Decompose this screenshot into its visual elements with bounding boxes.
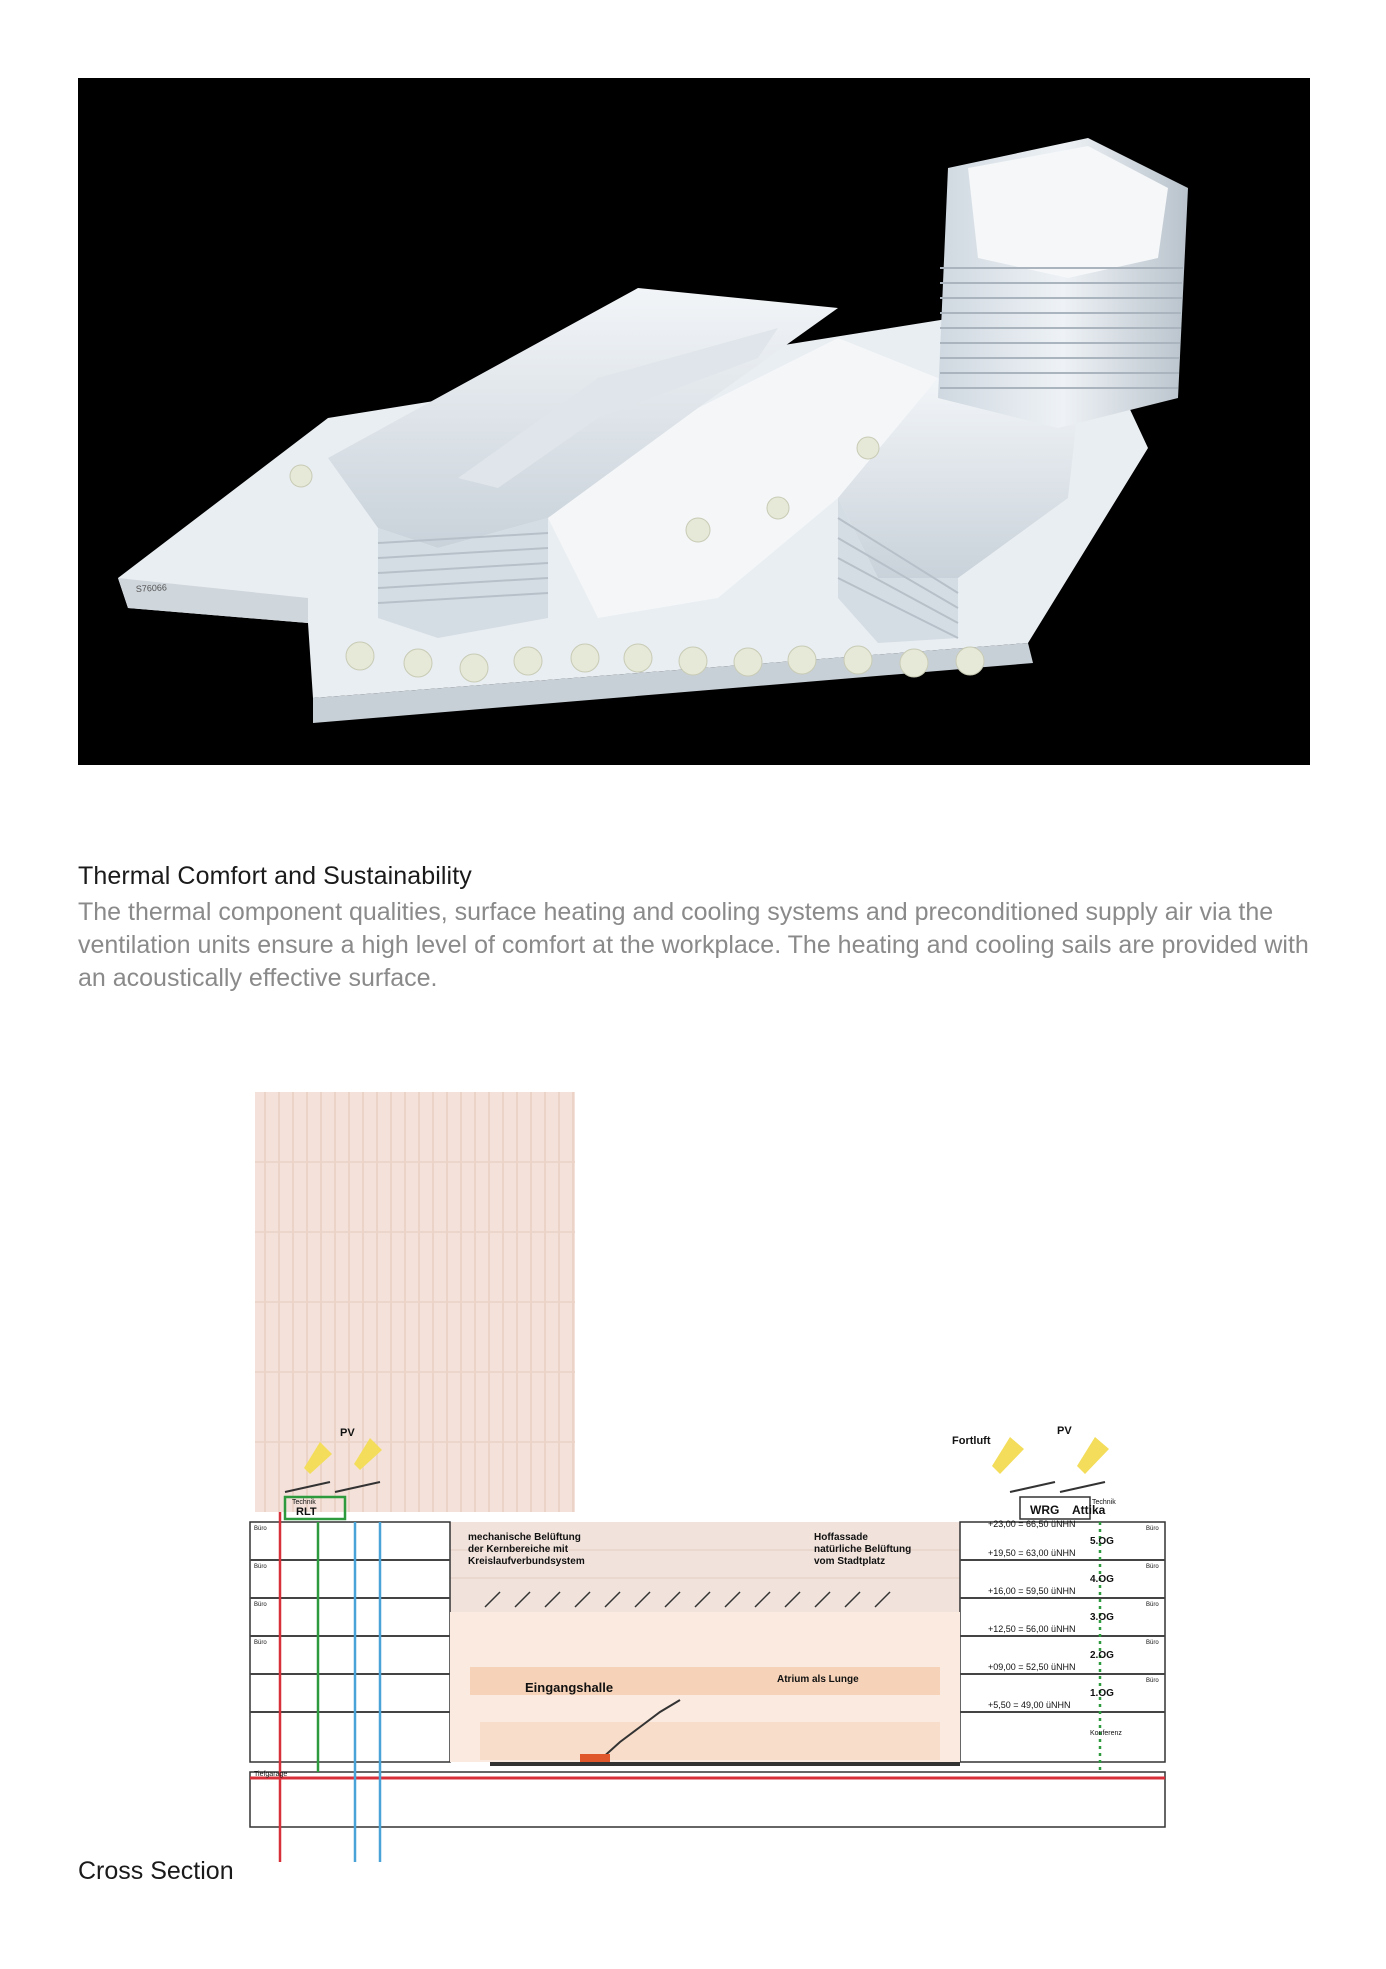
cross-section-svg bbox=[240, 1082, 1180, 1862]
model-photo bbox=[78, 78, 1310, 765]
pv-label-left: PV bbox=[340, 1427, 355, 1439]
technik-left-label: Technik bbox=[292, 1499, 316, 1506]
level-elevation: +5,50 = 49,00 üNHN bbox=[988, 1700, 1071, 1710]
fortluft-label: Fortluft bbox=[952, 1435, 991, 1447]
wrg-label: WRG bbox=[1030, 1503, 1060, 1517]
level-name: 2.OG bbox=[1090, 1650, 1114, 1661]
hof-label-1: Hoffassade bbox=[814, 1532, 868, 1543]
buero-label: Büro bbox=[254, 1602, 267, 1608]
buero-label: Büro bbox=[1146, 1564, 1159, 1570]
level-name: 1.OG bbox=[1090, 1688, 1114, 1699]
level-elevation: +12,50 = 56,00 üNHN bbox=[988, 1624, 1076, 1634]
buero-label: Büro bbox=[1146, 1602, 1159, 1608]
buero-label: Büro bbox=[1146, 1640, 1159, 1646]
attika-label: Attika bbox=[1072, 1503, 1106, 1517]
cross-section-drawing bbox=[240, 1082, 1180, 1862]
section-body: The thermal component qualities, surface heating and cooling systems and preconditioned supply air via the ventilation units ensure a high level of comfort at the workplace. The heating and cooling sails are provided with an acoustically effective surface. bbox=[78, 898, 1309, 992]
mech-label-1: mechanische Belüftung bbox=[468, 1532, 581, 1543]
level-elevation: +23,00 = 66,50 üNHN bbox=[988, 1519, 1076, 1529]
mech-label-3: Kreislaufverbundsystem bbox=[468, 1556, 585, 1567]
level-elevation: +19,50 = 63,00 üNHN bbox=[988, 1548, 1076, 1558]
konferenz-label: Konferenz bbox=[1090, 1730, 1122, 1737]
level-name: 4.OG bbox=[1090, 1574, 1114, 1585]
model-illustration bbox=[78, 78, 1310, 765]
mech-label-2: der Kernbereiche mit bbox=[468, 1544, 569, 1555]
level-name: 3.OG bbox=[1090, 1612, 1114, 1623]
buero-label: Büro bbox=[254, 1640, 267, 1646]
tiefgarage-label: Tiefgarage bbox=[254, 1771, 288, 1778]
buero-label: Büro bbox=[1146, 1526, 1159, 1532]
technik-right-label: Technik bbox=[1092, 1499, 1116, 1506]
eingangshalle-label: Eingangshalle bbox=[525, 1680, 614, 1695]
level-elevation: +09,00 = 52,50 üNHN bbox=[988, 1662, 1076, 1672]
model-plate: S76066 bbox=[135, 582, 168, 594]
buero-label: Büro bbox=[254, 1526, 267, 1532]
figure-caption: Cross Section bbox=[78, 1857, 234, 1885]
atrium-label: Atrium als Lunge bbox=[777, 1674, 859, 1685]
buero-label: Büro bbox=[254, 1564, 267, 1570]
rlt-label: RLT bbox=[296, 1506, 317, 1518]
level-name: 5.OG bbox=[1090, 1536, 1114, 1547]
basement bbox=[250, 1772, 1165, 1827]
pv-label-right: PV bbox=[1057, 1425, 1072, 1437]
right-block bbox=[960, 1522, 1165, 1762]
buero-label: Büro bbox=[1146, 1678, 1159, 1684]
hof-label-3: vom Stadtplatz bbox=[814, 1556, 886, 1567]
hof-label-2: natürliche Belüftung bbox=[814, 1544, 912, 1555]
section-heading: Thermal Comfort and Sustainability bbox=[78, 862, 472, 890]
level-elevation: +16,00 = 59,50 üNHN bbox=[988, 1586, 1076, 1596]
